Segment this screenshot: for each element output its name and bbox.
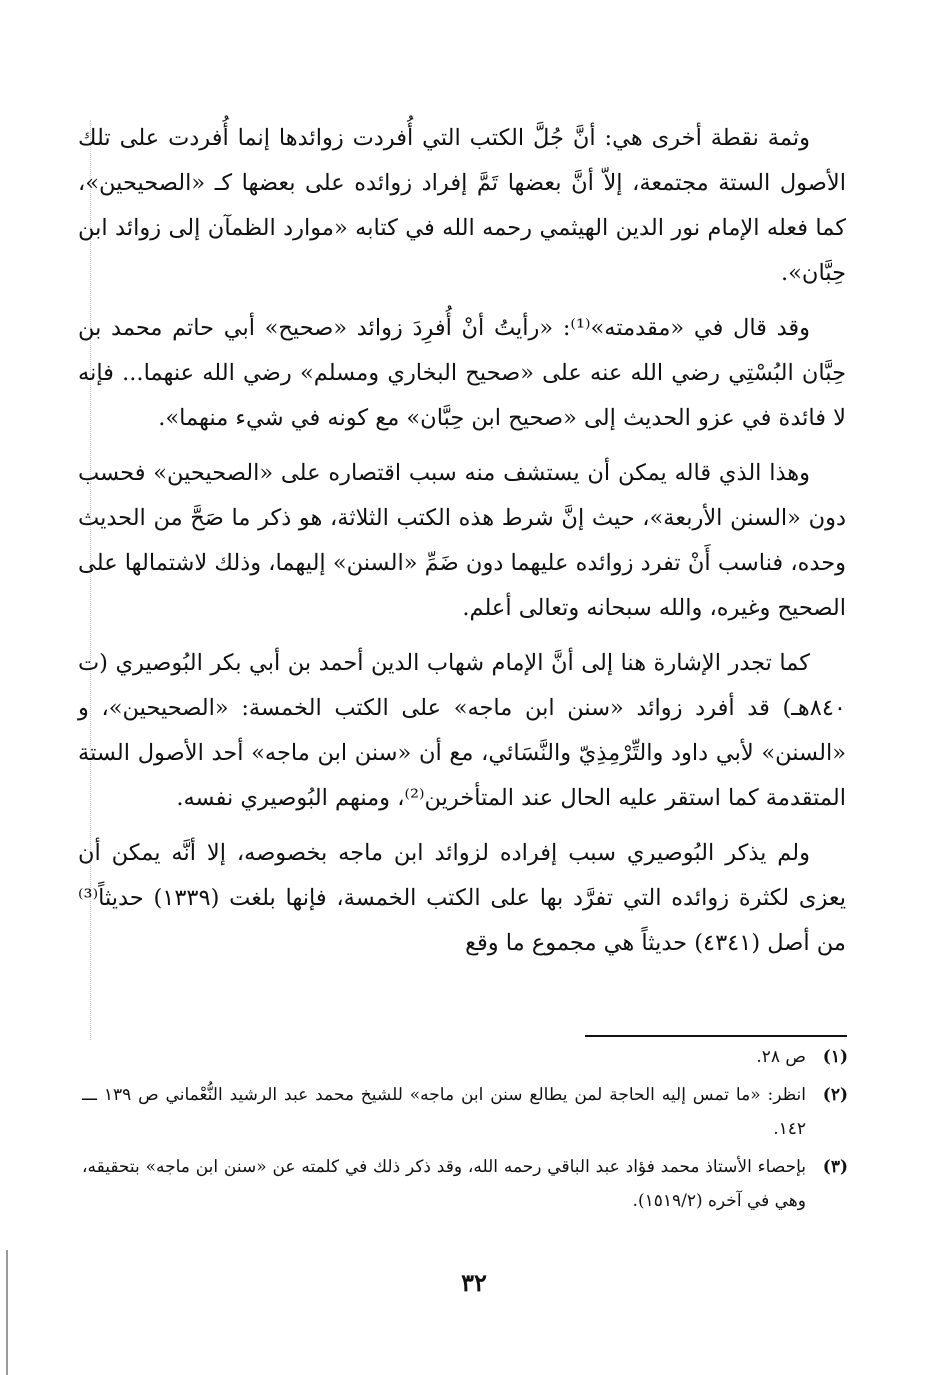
footnote-number: (٣): [822, 1157, 848, 1177]
footnote-text: بإحصاء الأستاذ محمد فؤاد عبد الباقي رحمه الله، وقد ذكر ذلك في كلمته عن «سنن ابن ماجه» بتحقيقه، وهي في آخره (١٥١٩/٢).: [82, 1157, 806, 1211]
paragraph-1: وثمة نقطة أخرى هي: أنَّ جُلَّ الكتب التي أُفردت زوائدها إنما أُفردت على تلك الأصول الستة مجتمعة، إلاّ أنَّ بعضها تَمَّ إفراد زوائده على بعضها كـ «الصحيحين»، كما فعله الإمام نور الدين الهيثمي رحمه الله في كتابه «موارد الظمآن إلى زوائد ابن حِبَّان».: [78, 125, 846, 286]
paragraph-5: ولم يذكر البُوصيري سبب إفراده لزوائد ابن ماجه بخصوصه، إلا أنَّه يمكن أن يعزى لكثرة زوائده التي تفرَّد بها على الكتب الخمسة، فإنها بلغت (١٣٣٩) حديثاً⁽³⁾ من أصل (٤٣٤١) حديثاً هي مجموع ما وقع: [78, 840, 846, 956]
body-text: [78, 116, 846, 976]
footnote-number: (٢): [822, 1085, 848, 1105]
footnote-text: انظر: «ما تمس إليه الحاجة لمن يطالع سنن ابن ماجه» للشيخ محمد عبد الرشيد النُّعْماني ص ١٣٩ ـــ ١٤٢.: [82, 1085, 806, 1139]
paragraph-4: كما تجدر الإشارة هنا إلى أنَّ الإمام شهاب الدين أحمد بن أبي بكر البُوصيري (ت ٨٤٠هـ) قد أفرد زوائد «سنن ابن ماجه» على الكتب الخمسة: «الصحيحين»، و «السنن» لأبي داود والتِّرْمِذِيّ والنَّسَائي، مع أن «سنن ابن ماجه» أحد الأصول الستة المتقدمة كما استقر عليه الحال عند المتأخرين⁽²⁾، ومنهم البُوصيري نفسه.: [78, 650, 846, 811]
paragraph-2: وقد قال في «مقدمته»⁽¹⁾: «رأيتُ أنْ أُفرِدَ زوائد «صحيح» أبي حاتم محمد بن حِبَّان البُسْتِي رضي الله عنه على «صحيح البخاري ومسلم» رضي الله عنهما... فإنه لا فائدة في عزو الحديث إلى «صحيح ابن حِبَّان» مع كونه في شيء منهما».: [78, 315, 846, 431]
footnote-number: (١): [822, 1047, 848, 1067]
footnote-2: [82, 1078, 848, 1146]
paragraph-3: وهذا الذي قاله يمكن أن يستشف منه سبب اقتصاره على «الصحيحين» فحسب دون «السنن الأربعة»، حيث إنَّ شرط هذه الكتب الثلاثة، هو ذكر ما صَحَّ من الحديث وحده، فناسب أَنْ تفرد زوائده عليهما دون ضَمِّ «السنن» إليهما، وذلك لاشتمالها على الصحيح وغيره، والله سبحانه وتعالى أعلم.: [78, 460, 846, 621]
footnotes: [82, 1040, 848, 1222]
footnote-3: [82, 1150, 848, 1218]
page-number: ٣٢: [461, 1268, 487, 1297]
footnote-1: [82, 1040, 848, 1074]
footnote-separator: [585, 1035, 847, 1037]
footnote-text: ص ٢٨.: [756, 1047, 806, 1067]
scan-edge-artifact: [6, 1250, 8, 1375]
